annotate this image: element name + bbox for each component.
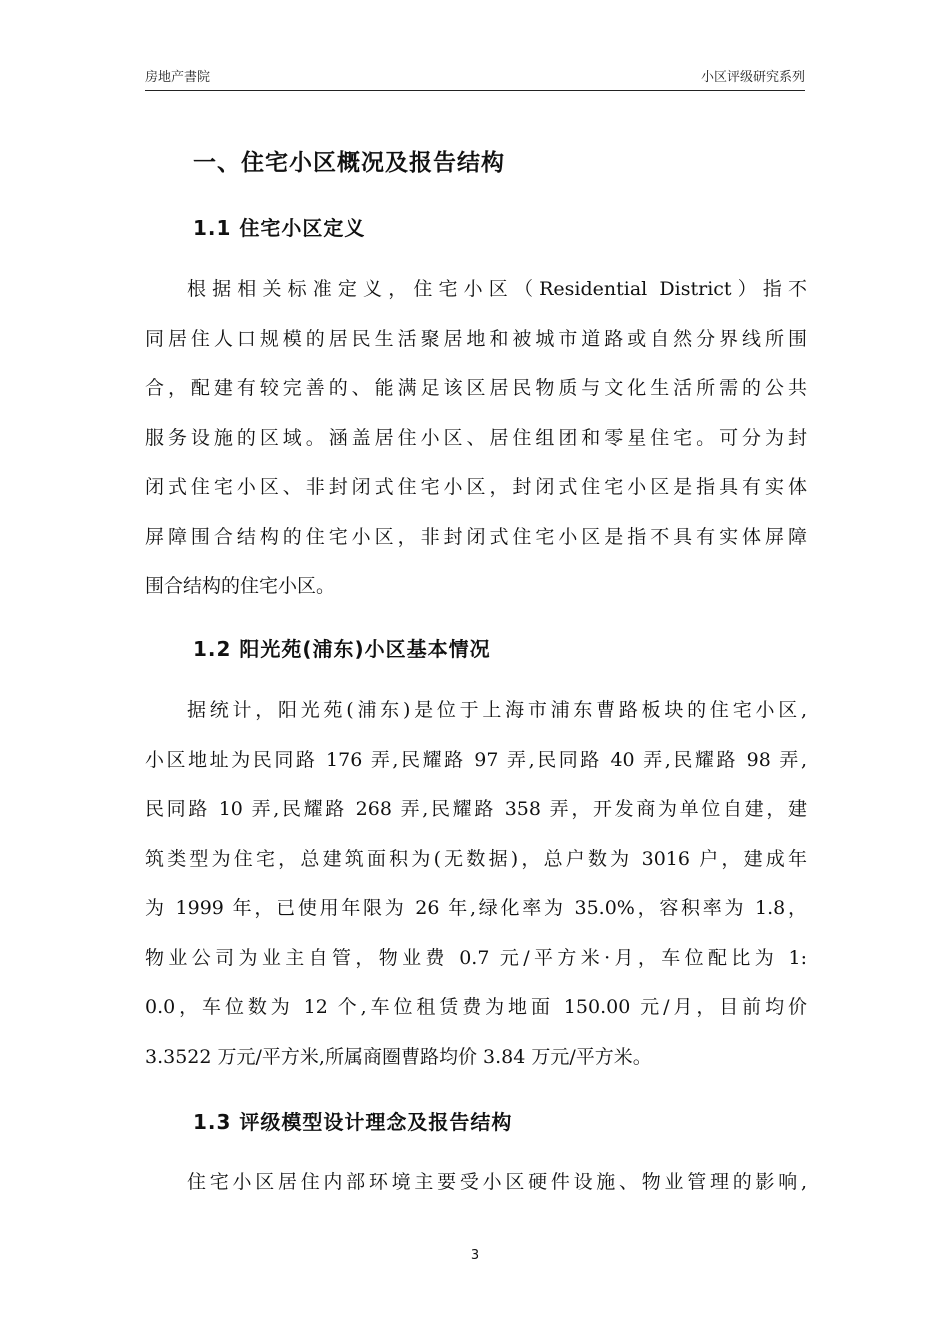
text-line: 0.0，车位数为 12 个,车位租赁费为地面 150.00 元/月，目前均价 [145, 996, 807, 1018]
text-line: 民同路 10 弄,民耀路 268 弄,民耀路 358 弄，开发商为单位自建，建 [145, 798, 807, 820]
paragraph-definition [145, 265, 807, 612]
text-line: 据统计，阳光苑(浦东)是位于上海市浦东曹路板块的住宅小区, [187, 699, 807, 721]
text-line: 服务设施的区域。涵盖居住小区、居住组团和零星住宅。可分为封 [145, 426, 807, 449]
text-line: 同居住人口规模的居民生活聚居地和被城市道路或自然分界线所围 [145, 327, 807, 350]
section-title: 一、住宅小区概况及报告结构 [193, 150, 505, 176]
page-number: 3 [470, 1248, 480, 1263]
subsection-title-1-1: 1.1 住宅小区定义 [193, 216, 366, 240]
text-line: 筑类型为住宅，总建筑面积为(无数据)，总户数为 3016 户，建成年 [145, 847, 807, 870]
text-line: 小区地址为民同路 176 弄,民耀路 97 弄,民同路 40 弄,民耀路 98 弄, [145, 748, 807, 771]
subsection-title-1-2: 1.2 阳光苑(浦东)小区基本情况 [193, 637, 491, 661]
text-line: 合，配建有较完善的、能满足该区居民物质与文化生活所需的公共 [145, 377, 807, 399]
header-series: 小区评级研究系列 [700, 70, 805, 85]
page-header [145, 64, 805, 91]
text-line: 围合结构的住宅小区。 [145, 575, 336, 597]
header-publisher: 房地产書院 [145, 70, 211, 85]
text-line: 3.3522 万元/平方米,所属商圈曹路均价 3.84 万元/平方米。 [145, 1045, 652, 1068]
text-line: 物业公司为业主自管，物业费 0.7 元/平方米·月，车位配比为 1: [145, 946, 807, 969]
text-line: 闭式住宅小区、非封闭式住宅小区，封闭式住宅小区是指具有实体 [145, 476, 807, 498]
text-line: 屏障围合结构的住宅小区，非封闭式住宅小区是指不具有实体屏障 [145, 525, 807, 548]
text-line: 住宅小区居住内部环境主要受小区硬件设施、物业管理的影响, [187, 1171, 807, 1193]
paragraph-basic-info [145, 686, 807, 1082]
text-line: 为 1999 年，已使用年限为 26 年,绿化率为 35.0%，容积率为 1.8， [145, 897, 807, 919]
subsection-title-1-3: 1.3 评级模型设计理念及报告结构 [193, 1110, 513, 1134]
paragraph-model-design [145, 1158, 807, 1208]
text-line: 根据相关标准定义，住宅小区（Residential District）指不 [187, 278, 807, 300]
